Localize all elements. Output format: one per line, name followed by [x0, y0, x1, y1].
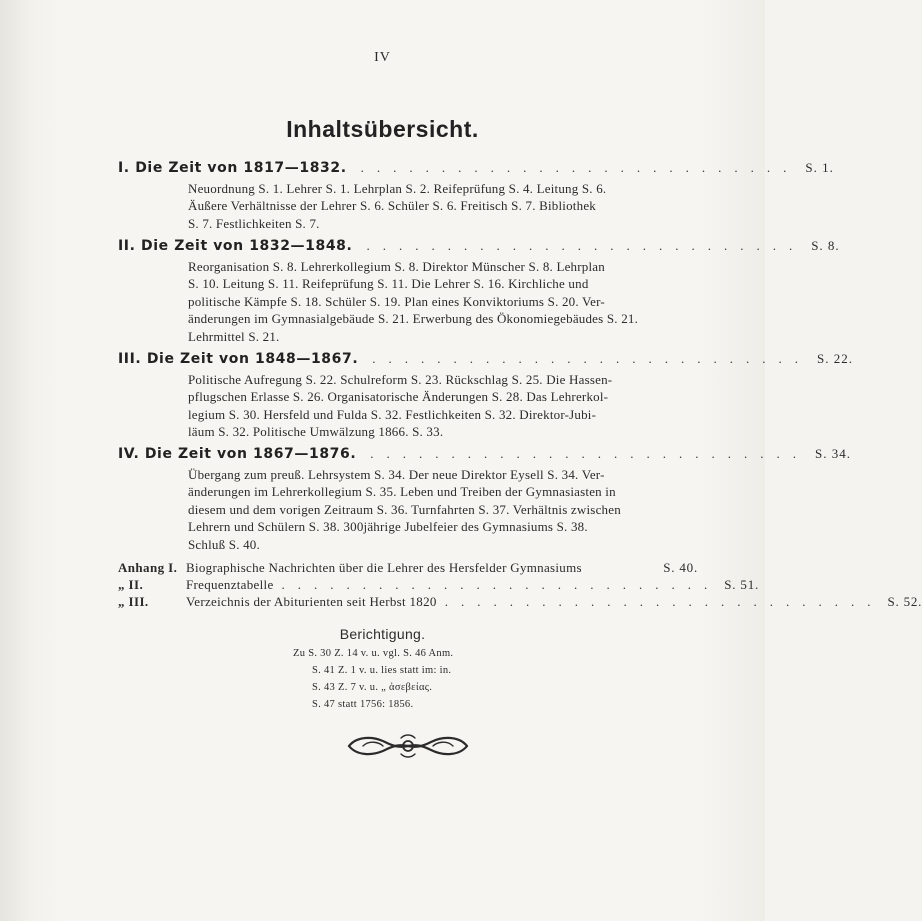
toc-section-3 — [118, 351, 853, 441]
summary-line: Schluß S. 40. — [188, 536, 260, 552]
section-page: S. 8. — [811, 238, 840, 253]
leader-dots: ........................... — [360, 160, 800, 175]
appendix-entry-2[interactable] — [118, 577, 760, 594]
correction-line: S. 47 statt 1756: 1856. — [312, 699, 414, 710]
toc-section-2 — [118, 238, 840, 345]
summary-line: legium S. 30. Hersfeld und Fulda S. 32. Festlichkeiten S. 32. Direktor-Jubi- — [188, 406, 597, 422]
summary-line: Lehrmittel S. 21. — [188, 328, 280, 344]
correction-line: Zu S. 30 Z. 14 v. u. vgl. S. 46 Anm. — [293, 648, 454, 659]
section-summary — [188, 466, 698, 553]
leader-dots: ........................... — [281, 577, 721, 592]
summary-line: Neuordnung S. 1. Lehrer S. 1. Lehrplan S. 2. Reifeprüfung S. 4. Leitung S. 6. — [188, 181, 607, 196]
summary-line: Reorganisation S. 8. Lehrerkollegium S. 8. Direktor Münscher S. 8. Lehrplan — [188, 259, 605, 274]
leader-dots: ........................... — [444, 594, 884, 609]
correction-line: S. 43 Z. 7 v. u. „ ἀσεβείας. — [312, 682, 433, 693]
leader-dots: ........................... — [366, 238, 806, 253]
ornament-flourish-icon — [343, 728, 473, 764]
section-page: S. 1. — [805, 160, 834, 175]
section-title: IV. Die Zeit von 1867—1876. — [118, 446, 357, 462]
appendix-title: Biographische Nachrichten über die Lehrer des Hersfelder Gymnasiums — [186, 560, 582, 575]
appendix-entry-1[interactable] — [118, 560, 698, 577]
correction-line: S. 41 Z. 1 v. u. lies statt im: in. — [312, 665, 452, 676]
appendix-list — [118, 560, 922, 611]
corrections-title: Berichtigung. — [339, 626, 426, 642]
summary-line: politische Kämpfe S. 18. Schüler S. 19. Plan eines Konviktoriums S. 20. Ver- — [188, 293, 605, 309]
page-number: IV — [374, 50, 391, 65]
section-page: S. 34. — [815, 446, 851, 461]
summary-line: diesem und dem vorigen Zeitraum S. 36. Turnfahrten S. 37. Verhältnis zwischen — [188, 501, 621, 517]
summary-line: änderungen im Lehrerkollegium S. 35. Leben und Treiben der Gymnasiasten in — [188, 484, 616, 500]
appendix-page: S. 40. — [663, 560, 698, 575]
section-heading[interactable] — [118, 351, 853, 371]
toc-section-1 — [118, 160, 834, 232]
leader-dots: ........................... — [372, 351, 812, 366]
summary-line: S. 7. Festlichkeiten S. 7. — [188, 215, 320, 231]
appendix-entry-3[interactable] — [118, 594, 922, 611]
section-heading[interactable] — [118, 446, 851, 466]
summary-line: Äußere Verhältnisse der Lehrer S. 6. Schüler S. 6. Freitisch S. 7. Bibliothek — [188, 198, 596, 214]
appendix-label: Anhang I. — [118, 560, 178, 575]
summary-line: läum S. 32. Politische Umwälzung 1866. S. 33. — [188, 424, 444, 440]
section-heading[interactable] — [118, 238, 840, 258]
appendix-title: Frequenztabelle — [186, 577, 274, 592]
summary-line: änderungen im Gymnasialgebäude S. 21. Erwerbung des Ökonomiegebäudes S. 21. — [188, 311, 639, 327]
toc-section-4 — [118, 446, 851, 553]
summary-line: S. 10. Leitung S. 11. Reifeprüfung S. 11. Die Lehrer S. 16. Kirchliche und — [188, 276, 589, 292]
summary-line: Politische Aufregung S. 22. Schulreform S. 23. Rückschlag S. 25. Die Hassen- — [188, 372, 613, 387]
section-title: III. Die Zeit von 1848—1867. — [118, 351, 359, 367]
summary-line: Lehrern und Schülern S. 38. 300jährige Jubelfeier des Gymnasiums S. 38. — [188, 519, 588, 535]
section-title: I. Die Zeit von 1817—1832. — [118, 160, 347, 176]
section-title: II. Die Zeit von 1832—1848. — [118, 238, 353, 254]
section-summary — [188, 180, 698, 232]
page-title: Inhaltsübersicht. — [286, 116, 479, 142]
section-summary — [188, 371, 698, 441]
appendix-page: S. 52. — [887, 594, 922, 609]
section-heading[interactable] — [118, 160, 834, 180]
section-page: S. 22. — [817, 351, 853, 366]
section-summary — [188, 258, 698, 345]
summary-line: pflugschen Erlasse S. 26. Organisatorische Änderungen S. 28. Das Lehrerkol- — [188, 389, 609, 405]
appendix-label: „ II. — [118, 577, 144, 592]
leader-dots: ........................... — [370, 446, 810, 461]
appendix-page: S. 51. — [724, 577, 760, 592]
appendix-title: Verzeichnis der Abiturienten seit Herbst 1820 — [186, 594, 437, 609]
appendix-label: „ III. — [118, 594, 149, 609]
corrections-list — [293, 645, 454, 713]
summary-line: Übergang zum preuß. Lehrsystem S. 34. Der neue Direktor Eysell S. 34. Ver- — [188, 467, 605, 482]
